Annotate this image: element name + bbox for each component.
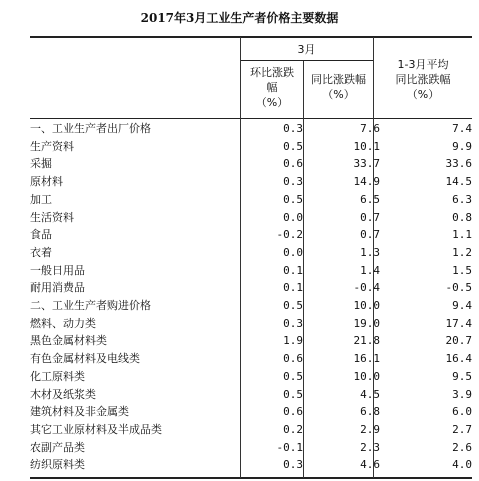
row-mom-change: -0.1: [276, 440, 303, 454]
row-yoy-change: 14.9: [353, 175, 380, 189]
row-mom-change: 0.3: [283, 316, 303, 330]
row-name: 燃料、动力类: [30, 316, 96, 330]
row-name: 衣着: [30, 245, 52, 259]
header-mom-line1: 环比涨跌: [250, 66, 294, 79]
table-row: [30, 173, 472, 191]
table-row: [30, 350, 472, 368]
row-q1-avg-change: 16.4: [445, 352, 472, 366]
table-row: [30, 279, 472, 297]
table-row: [30, 439, 472, 457]
row-name: 化工原料类: [30, 369, 85, 383]
top-rule: [30, 36, 472, 38]
table-row: [30, 155, 472, 173]
row-name: 有色金属材料及电线类: [30, 352, 140, 366]
row-mom-change: 0.3: [283, 122, 303, 135]
row-name: 一、工业生产者出厂价格: [30, 122, 151, 135]
row-yoy-change: 0.7: [360, 210, 380, 224]
row-name: 纺织原料类: [30, 458, 85, 472]
table-row: [30, 456, 472, 474]
header-march: [240, 42, 373, 57]
header-yoy: [304, 72, 373, 102]
header-march-label: 3月: [297, 43, 316, 56]
row-yoy-change: 1.4: [360, 263, 380, 277]
row-mom-change: -0.2: [276, 228, 303, 242]
table-row: [30, 226, 472, 244]
table-row: [30, 368, 472, 386]
row-q1-avg-change: 9.9: [452, 139, 472, 153]
row-yoy-change: 2.3: [360, 440, 380, 454]
row-name: 采掘: [30, 157, 52, 171]
row-mom-change: 0.5: [283, 387, 303, 401]
header-q1-line2: 同比涨跌幅: [395, 73, 451, 86]
row-yoy-change: 6.8: [360, 405, 380, 419]
row-yoy-change: 19.0: [353, 316, 380, 330]
row-name: 生产资料: [30, 139, 74, 153]
row-yoy-change: 4.6: [360, 458, 380, 472]
header-q1-line3: （%）: [406, 88, 440, 101]
header-mom-line2: 幅: [266, 81, 278, 94]
row-q1-avg-change: 6.3: [452, 192, 472, 206]
row-mom-change: 0.3: [283, 458, 303, 472]
row-q1-avg-change: 4.0: [452, 458, 472, 472]
row-yoy-change: 10.1: [353, 139, 380, 153]
row-q1-avg-change: 14.5: [445, 175, 472, 189]
table-row: [30, 403, 472, 421]
header-yoy-line1: 同比涨跌幅: [311, 73, 366, 86]
row-yoy-change: 21.8: [353, 334, 380, 348]
table-row: [30, 262, 472, 280]
header-yoy-line2: （%）: [322, 88, 355, 101]
table-row: [30, 209, 472, 227]
row-mom-change: 0.1: [283, 281, 303, 295]
row-mom-change: 0.1: [283, 263, 303, 277]
row-mom-change: 0.6: [283, 157, 303, 171]
row-mom-change: 0.6: [283, 352, 303, 366]
table-row: [30, 120, 472, 138]
header-q1-line1: 1-3月平均: [397, 58, 449, 71]
row-name: 农副产品类: [30, 440, 85, 454]
row-name: 生活资料: [30, 210, 74, 224]
row-yoy-change: 10.0: [353, 299, 380, 313]
row-mom-change: 0.5: [283, 192, 303, 206]
row-mom-change: 0.5: [283, 299, 303, 313]
header-mom-line3: （%）: [255, 96, 289, 109]
row-mom-change: 0.2: [283, 422, 303, 436]
price-data-table: [30, 120, 472, 474]
row-mom-change: 0.0: [283, 210, 303, 224]
row-q1-avg-change: 3.9: [452, 387, 472, 401]
row-yoy-change: 2.9: [360, 422, 380, 436]
row-q1-avg-change: 7.4: [452, 122, 472, 135]
row-name: 建筑材料及非金属类: [30, 405, 129, 419]
row-mom-change: 0.5: [283, 139, 303, 153]
row-q1-avg-change: 33.6: [445, 157, 472, 171]
table-row: [30, 297, 472, 315]
row-name: 原材料: [30, 175, 63, 189]
row-yoy-change: -0.4: [353, 281, 380, 295]
row-q1-avg-change: 0.8: [452, 210, 472, 224]
header-rule: [30, 118, 472, 119]
table-row: [30, 191, 472, 209]
row-q1-avg-change: 17.4: [445, 316, 472, 330]
row-yoy-change: 33.7: [353, 157, 380, 171]
row-q1-avg-change: 9.4: [452, 299, 472, 313]
table-row: [30, 386, 472, 404]
row-yoy-change: 10.0: [353, 369, 380, 383]
table-row: [30, 332, 472, 350]
table-title: 2017年3月工业生产者价格主要数据: [140, 11, 339, 25]
row-mom-change: 1.9: [283, 334, 303, 348]
row-yoy-change: 16.1: [353, 352, 380, 366]
row-yoy-change: 7.6: [360, 122, 380, 135]
row-name: 木材及纸浆类: [30, 387, 96, 401]
header-mom: [241, 65, 303, 110]
row-q1-avg-change: 1.2: [452, 245, 472, 259]
row-yoy-change: 1.3: [360, 245, 380, 259]
table-row: [30, 421, 472, 439]
row-q1-avg-change: 2.7: [452, 422, 472, 436]
row-mom-change: 0.5: [283, 369, 303, 383]
row-mom-change: 0.3: [283, 175, 303, 189]
table-row: [30, 315, 472, 333]
row-q1-avg-change: 6.0: [452, 405, 472, 419]
row-q1-avg-change: 2.6: [452, 440, 472, 454]
row-name: 其它工业原材料及半成品类: [30, 422, 162, 436]
row-yoy-change: 0.7: [360, 228, 380, 242]
group-rule: [240, 60, 373, 61]
row-name: 食品: [30, 228, 52, 242]
bottom-rule: [30, 477, 472, 479]
row-name: 二、工业生产者购进价格: [30, 299, 151, 313]
table-row: [30, 244, 472, 262]
row-yoy-change: 6.5: [360, 192, 380, 206]
row-name: 黑色金属材料类: [30, 334, 107, 348]
row-mom-change: 0.0: [283, 245, 303, 259]
row-mom-change: 0.6: [283, 405, 303, 419]
row-name: 一般日用品: [30, 263, 85, 277]
table-row: [30, 138, 472, 156]
row-name: 加工: [30, 192, 52, 206]
row-q1-avg-change: -0.5: [445, 281, 472, 295]
header-q1: [374, 57, 472, 102]
row-q1-avg-change: 20.7: [445, 334, 472, 348]
row-yoy-change: 4.5: [360, 387, 380, 401]
row-q1-avg-change: 1.1: [452, 228, 472, 242]
row-q1-avg-change: 9.5: [452, 369, 472, 383]
row-q1-avg-change: 1.5: [452, 263, 472, 277]
row-name: 耐用消费品: [30, 281, 85, 295]
